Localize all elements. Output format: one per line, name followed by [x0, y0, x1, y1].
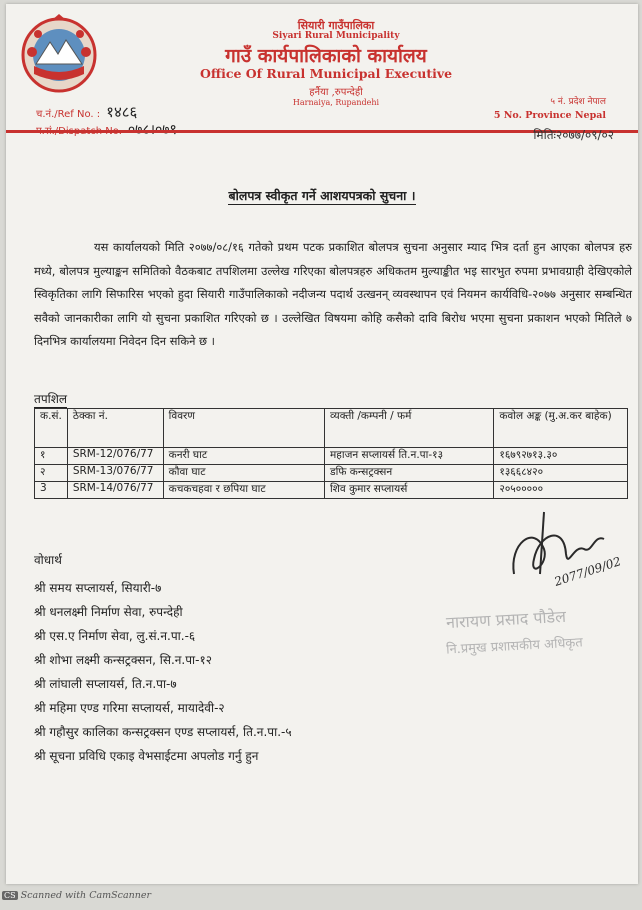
- camscanner-logo-icon: CS: [4, 891, 16, 900]
- officer-stamp-name: नारायण प्रसाद पौडेल: [445, 606, 567, 633]
- cell-contract-no: SRM-14/076/77: [67, 482, 163, 499]
- ref-number: [36, 102, 137, 122]
- cell-description: कनरी घाट: [163, 448, 324, 465]
- list-item: श्री एस.ए निर्माण सेवा, लु.सं.न.पा.-६: [34, 629, 196, 643]
- list-item: श्री महिमा एण्ड गरिमा सप्लायर्स, मायादेवी-२: [34, 701, 225, 715]
- list-item: श्री सूचना प्रविधि एकाइ वेभसाईटमा अपलोड गर्नु हुन: [34, 749, 259, 763]
- cell-firm: शिव कुमार सप्लायर्स: [325, 482, 494, 499]
- cell-sn: १: [35, 448, 68, 465]
- list-item: श्री लांघाली सप्लायर्स, ति.न.पा-७: [34, 677, 177, 691]
- table-row: [35, 448, 628, 465]
- cell-contract-no: SRM-13/076/77: [67, 465, 163, 482]
- tapsil-label: तपशिल: [34, 392, 68, 406]
- cell-bid-amount: १३६६८४२०: [494, 465, 628, 482]
- municipality-name-np: सियारी गाउँपालिका: [297, 19, 375, 32]
- list-item: श्री धनलक्ष्मी निर्माण सेवा, रुपन्देही: [34, 605, 183, 619]
- letter-page: [6, 4, 638, 884]
- list-item: श्री शोभा लक्ष्मी कन्सट्रक्सन, सि.न.पा-१२: [34, 653, 212, 667]
- office-name-np: गाउँ कार्यपालिकाको कार्यालय: [225, 45, 427, 67]
- scanner-footer: [2, 890, 151, 901]
- table-header-row: [35, 409, 628, 448]
- contracts-table: [34, 408, 628, 499]
- col-header-description: विवरण: [163, 409, 324, 448]
- col-header-contract-no: ठेक्का नं.: [67, 409, 163, 448]
- subject-heading: [6, 187, 638, 204]
- ref-value: १४८६: [106, 103, 138, 121]
- nepal-emblem-icon: [18, 14, 100, 96]
- cell-description: कौवा घाट: [163, 465, 324, 482]
- table-row: [35, 482, 628, 499]
- col-header-firm: व्यक्ती /कम्पनी / फर्म: [325, 409, 494, 448]
- office-name-en: Office Of Rural Municipal Executive: [199, 66, 453, 81]
- table-row: [35, 465, 628, 482]
- officer-stamp-title: नि.प्रमुख प्रशासकीय अधिकृत: [445, 635, 584, 658]
- scanner-footer-text: Scanned with CamScanner: [20, 890, 152, 901]
- notice-body: यस कार्यालयको मिति २०७७/०८/१६ गतेको प्रथम पटक प्रकाशित बोलपत्र सुचना अनुसार म्याद भित्र दर्ता हुन आएका बोलपत्र हरु मध्ये, बोलपत्र मुल्याङ्कन समितिको वैठकबाट तपशिलमा उल्लेख गरिएका बोलपत्रहरु अधिकतम मुल्याङ्कीत भइ सारभुत रुपमा प्रभावग्राही देखिएकोले स्विकृतिका लागि सिफारिस भएको हुदा सियारी गाउँपालिकाको नदीजन्य पदार्थ उत्खनन् व्यवस्थापन एवं नियमन कार्यविधि-२०७७ अनुसार सम्बन्धित सवैको जानकारीका लागि यो सुचना प्रकाशित गरिएको छ । उल्लेखित विषयमा कोहि कसैको दावि बिरोध भएमा सुचना प्रकाशन भएको मितिले ७ दिनभित्र कार्यालयमा निवेदन दिन सकिने छ ।: [34, 240, 632, 348]
- cell-bid-amount: १६७९२७१३.३०: [494, 448, 628, 465]
- cell-firm: डफि कन्सट्रक्सन: [325, 465, 494, 482]
- province-en: 5 No. Province Nepal: [493, 110, 606, 121]
- address-np: हर्नैया ,रुपन्देही: [309, 87, 363, 98]
- cell-sn: 3: [35, 482, 68, 499]
- cc-heading: वोधार्थ: [34, 553, 62, 567]
- cell-description: कचकचहवा र छपिया घाट: [163, 482, 324, 499]
- cell-bid-amount: २०५०००००: [494, 482, 628, 499]
- municipality-name-en: Siyari Rural Municipality: [272, 31, 400, 41]
- col-header-bid-amount: कवोल अङ्क (मु.अ.कर बाहेक): [494, 409, 628, 448]
- list-item: श्री गहौसुर कालिका कन्सट्रक्सन एण्ड सप्लायर्स, ति.न.पा.-५: [34, 725, 292, 739]
- signature-mark: [504, 504, 634, 594]
- signature-date: 2077/09/02: [552, 554, 623, 589]
- address-en: Harnaiya, Rupandehi: [292, 98, 380, 107]
- subject-text: बोलपत्र स्वीकृत गर्ने आशयपत्रको सुचना ।: [228, 188, 416, 203]
- cc-list: [34, 576, 292, 768]
- ref-label: च.नं./Ref No. :: [36, 109, 101, 120]
- cell-firm: महाजन सप्लायर्स ति.न.पा-१३: [325, 448, 494, 465]
- col-header-sn: क.सं.: [35, 409, 68, 448]
- cell-sn: २: [35, 465, 68, 482]
- cell-contract-no: SRM-12/076/77: [67, 448, 163, 465]
- province-np: ५ नं. प्रदेश नेपाल: [550, 97, 606, 107]
- list-item: श्री समय सप्लायर्स, सियारी-७: [34, 581, 162, 595]
- letter-date: मितिः२०७७/०९/०२: [533, 128, 614, 142]
